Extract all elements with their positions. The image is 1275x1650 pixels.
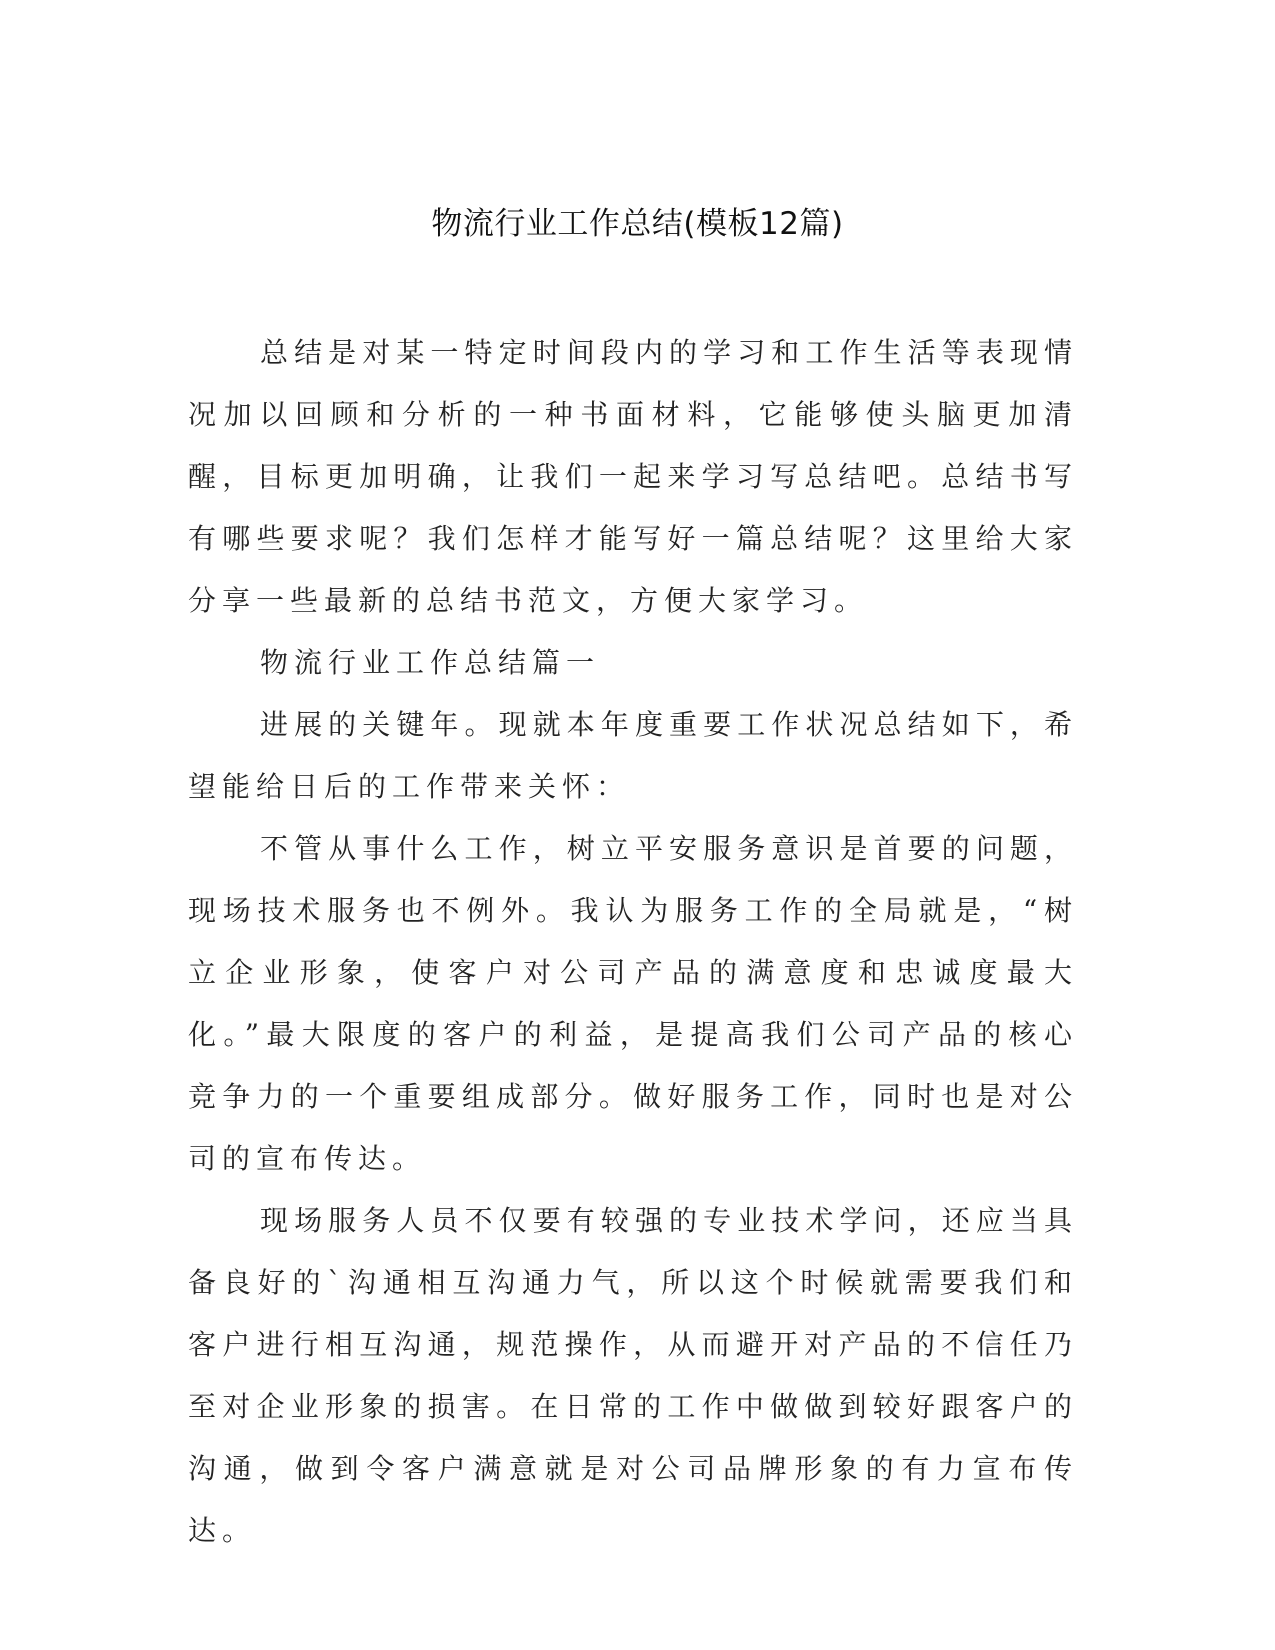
- intro-paragraph: 总结是对某一特定时间段内的学习和工作生活等表现情况加以回顾和分析的一种书面材料，它能够使头脑更加清醒，目标更加明确，让我们一起来学习写总结吧。总结书写有哪些要求呢？我们怎样才能写好一篇总结呢？这里给大家分享一些最新的总结书范文，方便大家学习。: [188, 336, 1078, 617]
- body-paragraph: 现场服务人员不仅要有较强的专业技术学问，还应当具备良好的`沟通相互沟通力气，所以这个时候就需要我们和客户进行相互沟通，规范操作，从而避开对产品的不信任乃至对企业形象的损害。在日常的工作中做做到较好跟客户的沟通，做到令客户满意就是对公司品牌形象的有力宣布传达。: [188, 1204, 1078, 1547]
- document-body: [188, 322, 1078, 1562]
- body-paragraph: 不管从事什么工作，树立平安服务意识是首要的问题，现场技术服务也不例外。我认为服务工作的全局就是，“树立企业形象，使客户对公司产品的满意度和忠诚度最大化。”最大限度的客户的利益，是提高我们公司产品的核心竞争力的一个重要组成部分。做好服务工作，同时也是对公司的宣布传达。: [188, 832, 1078, 1175]
- body-paragraph: 进展的关键年。现就本年度重要工作状况总结如下，希望能给日后的工作带来关怀：: [188, 708, 1078, 803]
- document-title: 物流行业工作总结(模板12篇): [431, 206, 844, 242]
- section-heading: 物流行业工作总结篇一: [260, 646, 601, 679]
